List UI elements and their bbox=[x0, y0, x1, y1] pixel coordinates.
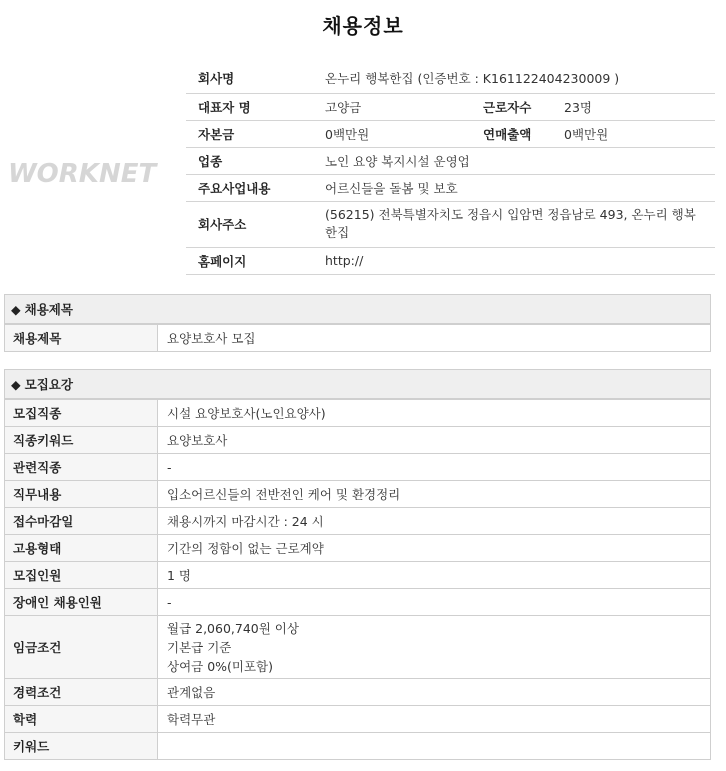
job-title-label: 채용제목 bbox=[5, 325, 158, 352]
related-occupation-value: - bbox=[158, 454, 711, 481]
employment-type-label: 고용형태 bbox=[5, 535, 158, 562]
wage-label: 임금조건 bbox=[5, 616, 158, 679]
table-row bbox=[5, 706, 711, 733]
employees-label: 근로자수 bbox=[482, 93, 556, 120]
company-row-industry bbox=[186, 147, 715, 174]
homepage-link[interactable]: http:// bbox=[313, 247, 715, 274]
disabled-headcount-value: - bbox=[158, 589, 711, 616]
keyword-value bbox=[158, 733, 711, 760]
ceo-label: 대표자 명 bbox=[186, 93, 313, 120]
education-label: 학력 bbox=[5, 706, 158, 733]
keyword-label: 키워드 bbox=[5, 733, 158, 760]
headcount-label: 모집인원 bbox=[5, 562, 158, 589]
address-value: (56215) 전북특별자치도 정읍시 입암면 정읍남로 493, 온누리 행복한집 bbox=[313, 201, 715, 247]
capital-label: 자본금 bbox=[186, 120, 313, 147]
industry-label: 업종 bbox=[186, 147, 313, 174]
occupation-value: 시설 요양보호사(노인요양사) bbox=[158, 400, 711, 427]
related-occupation-label: 관련직종 bbox=[5, 454, 158, 481]
wage-value bbox=[158, 616, 711, 679]
job-title-value: 요양보호사 모집 bbox=[158, 325, 711, 352]
diamond-bullet-icon: ◆ bbox=[11, 377, 21, 392]
occupation-label: 모집직종 bbox=[5, 400, 158, 427]
deadline-value: 채용시까지 마감시간 : 24 시 bbox=[158, 508, 711, 535]
keyword-occupation-value: 요양보호사 bbox=[158, 427, 711, 454]
job-title-section bbox=[4, 294, 711, 352]
table-row bbox=[5, 733, 711, 760]
keyword-occupation-label: 직종키워드 bbox=[5, 427, 158, 454]
company-name-value: 온누리 행복한집 (인증번호 : K161122404230009 ) bbox=[313, 64, 715, 93]
table-row bbox=[5, 454, 711, 481]
table-row bbox=[5, 481, 711, 508]
experience-value: 관계없음 bbox=[158, 679, 711, 706]
svg-text:WORKNET: WORKNET bbox=[8, 159, 157, 189]
diamond-bullet-icon: ◆ bbox=[11, 302, 21, 317]
company-row-address bbox=[186, 201, 715, 247]
company-row-homepage bbox=[186, 247, 715, 274]
employment-type-value: 기간의 정함이 없는 근로계약 bbox=[158, 535, 711, 562]
table-row bbox=[5, 679, 711, 706]
company-info-table bbox=[186, 64, 715, 275]
job-title-section-heading: ◆ 채용제목 bbox=[4, 294, 711, 324]
ceo-value: 고양금 bbox=[313, 93, 482, 120]
revenue-label: 연매출액 bbox=[482, 120, 556, 147]
industry-value: 노인 요양 복지시설 운영업 bbox=[313, 147, 715, 174]
wage-line: 상여금 0%(미포함) bbox=[167, 658, 274, 674]
table-row bbox=[5, 562, 711, 589]
recruit-section-heading: ◆ 모집요강 bbox=[4, 369, 711, 399]
experience-label: 경력조건 bbox=[5, 679, 158, 706]
wage-line: 월급 2,060,740원 이상 bbox=[167, 620, 299, 636]
table-row bbox=[5, 535, 711, 562]
table-row bbox=[5, 616, 711, 679]
headcount-value: 1 명 bbox=[158, 562, 711, 589]
company-row-name bbox=[186, 64, 715, 93]
company-row-ceo bbox=[186, 93, 715, 120]
duties-label: 직무내용 bbox=[5, 481, 158, 508]
homepage-label: 홈페이지 bbox=[186, 247, 313, 274]
company-row-business bbox=[186, 174, 715, 201]
disabled-headcount-label: 장애인 채용인원 bbox=[5, 589, 158, 616]
capital-value: 0백만원 bbox=[313, 120, 482, 147]
table-row bbox=[5, 400, 711, 427]
recruit-table bbox=[4, 399, 711, 760]
worknet-logo bbox=[6, 152, 166, 192]
job-title-table bbox=[4, 324, 711, 352]
business-value: 어르신들을 돌봄 및 보호 bbox=[313, 174, 715, 201]
table-row bbox=[5, 589, 711, 616]
company-row-capital bbox=[186, 120, 715, 147]
table-row bbox=[5, 427, 711, 454]
table-row bbox=[5, 508, 711, 535]
wage-line: 기본급 기준 bbox=[167, 639, 232, 655]
business-label: 주요사업내용 bbox=[186, 174, 313, 201]
company-name-label: 회사명 bbox=[186, 64, 313, 93]
address-label: 회사주소 bbox=[186, 201, 313, 247]
duties-value: 입소어르신들의 전반전인 케어 및 환경정리 bbox=[158, 481, 711, 508]
employees-value: 23명 bbox=[556, 93, 715, 120]
recruit-section bbox=[4, 369, 711, 760]
revenue-value: 0백만원 bbox=[556, 120, 715, 147]
deadline-label: 접수마감일 bbox=[5, 508, 158, 535]
page-title: 채용정보 bbox=[322, 14, 404, 38]
table-row bbox=[5, 325, 711, 352]
education-value: 학력무관 bbox=[158, 706, 711, 733]
